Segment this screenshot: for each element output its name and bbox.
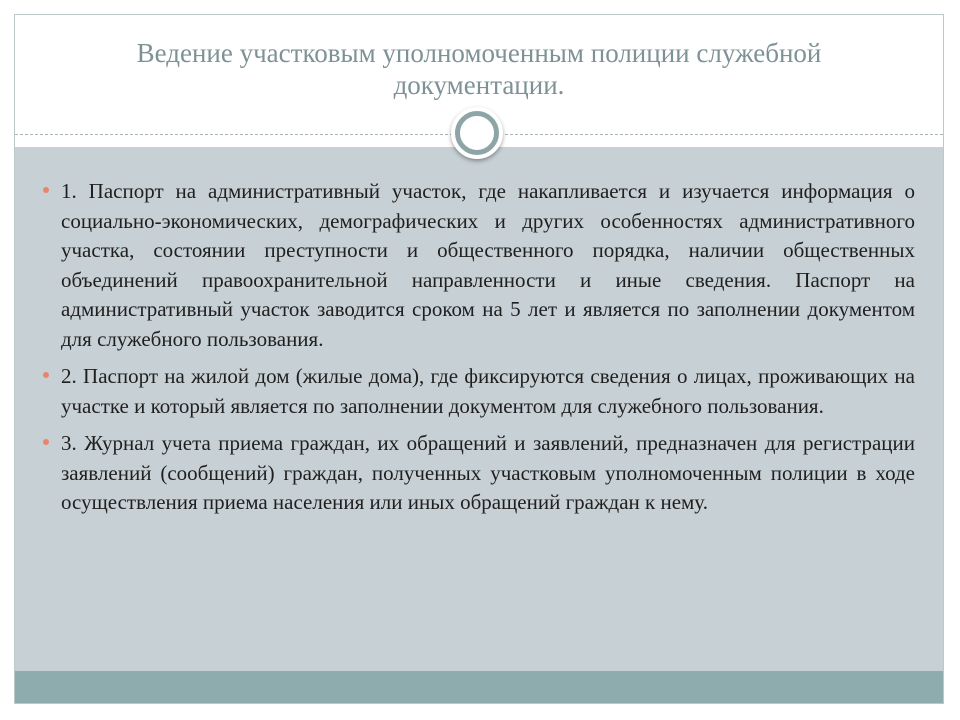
dot-bullet-icon (43, 187, 49, 193)
list-item-text: 3. Журнал учета приема граждан, их обращений и заявлений, предназначен для регистрации заявлений (сообщений) граждан, полученных участковым уполномоченным полиции в ходе осуществления приема населения или иных обращений граждан к нему. (61, 431, 915, 514)
list-item (41, 362, 915, 421)
slide-title: Ведение участковым уполномоченным полиции служебной документации. (136, 38, 822, 100)
footer-bar (15, 671, 943, 703)
bullet-list (41, 177, 915, 526)
dot-bullet-icon (43, 372, 49, 378)
list-item-text: 2. Паспорт на жилой дом (жилые дома), где фиксируются сведения о лицах, проживающих на участке и который является по заполнении документом для служебного пользования. (61, 364, 915, 418)
slide (14, 14, 944, 704)
dot-bullet-icon (43, 439, 49, 445)
ring-inner (455, 111, 499, 155)
circle-ring-ornament-icon (451, 107, 503, 159)
list-item (41, 177, 915, 354)
content-panel (15, 147, 943, 671)
list-item-text: 1. Паспорт на административный участок, где накапливается и изучается информация о социально-экономических, демографических и других особенностях административного участка, состоянии преступности и общественного порядка, наличии общественных объединений правоохранительной направленности и иные сведения. Паспорт на административный участок заводится сроком на 5 лет и является по заполнении документом для служебного пользования. (61, 179, 915, 351)
list-item (41, 429, 915, 518)
